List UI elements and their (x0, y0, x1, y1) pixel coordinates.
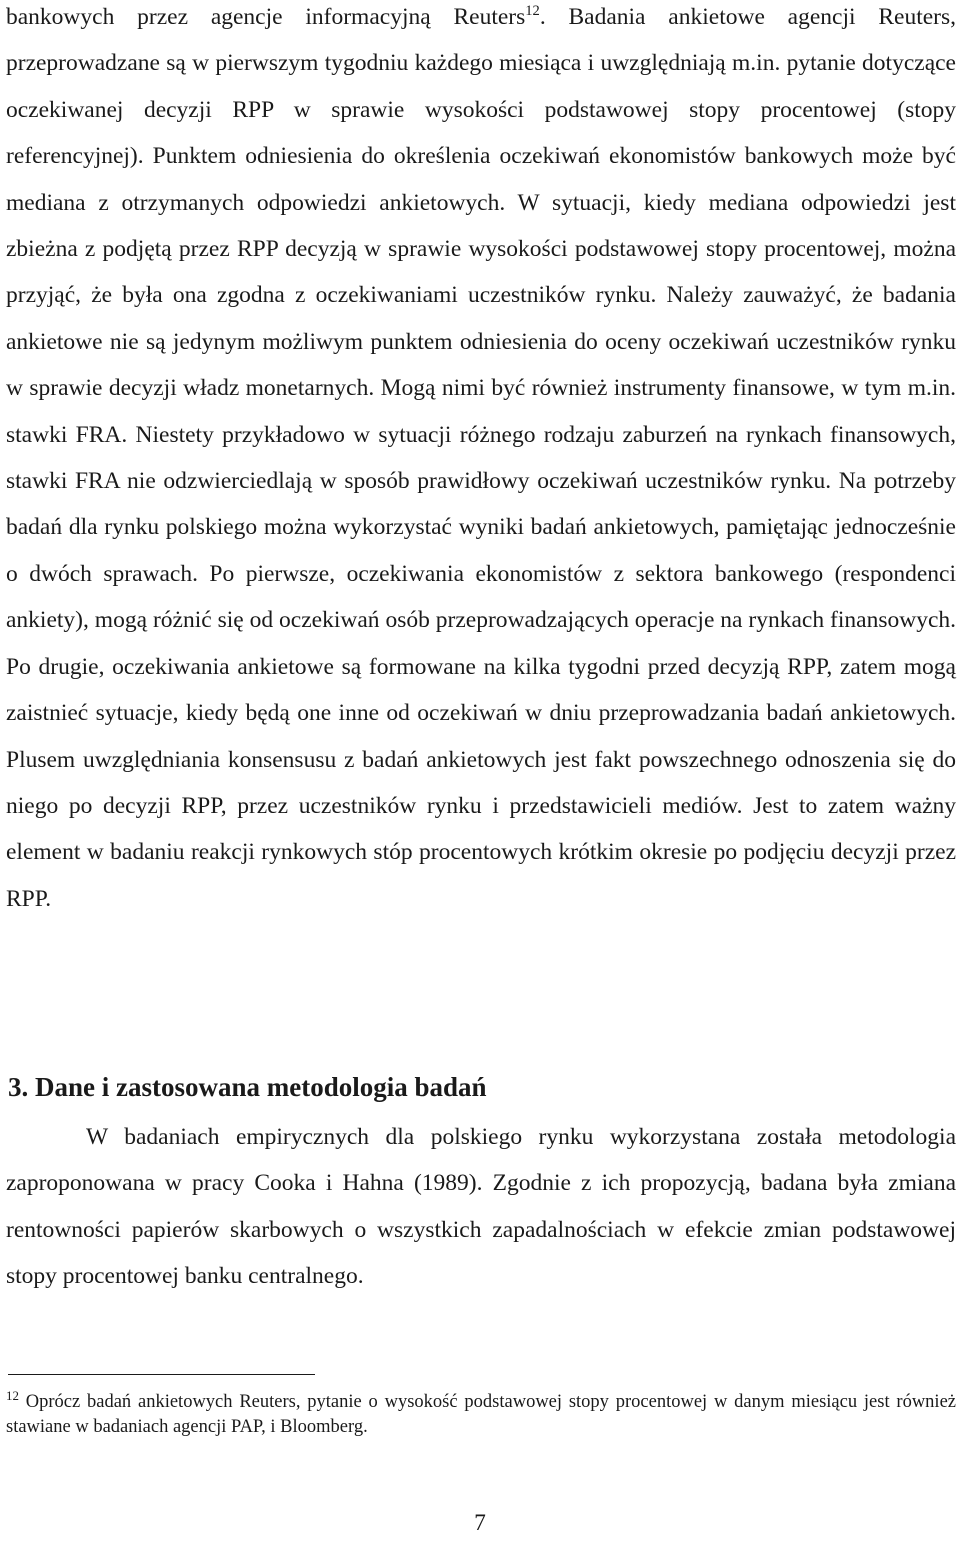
footnote (6, 1387, 956, 1440)
paragraph-text-rest: . Badania ankietowe agencji Reuters, przeprowadzane są w pierwszym tygodniu każdego miesiąca i uwzględniają m.in. pytanie dotyczące oczekiwanej decyzji RPP w sprawie wysokości podstawowej stopy procentowej (stopy referencyjnej). Punktem odniesienia do określenia oczekiwań ekonomistów bankowych może być mediana z otrzymanych odpowiedzi ankietowych. W sytuacji, kiedy mediana odpowiedzi jest zbieżna z podjętą przez RPP decyzją w sprawie wysokości podstawowej stopy procentowej, można przyjąć, że była ona zgodna z oczekiwaniami uczestników rynku. Należy zauważyć, że badania ankietowe nie są jedynym możliwym punktem odniesienia do oceny oczekiwań uczestników rynku w sprawie decyzji władz monetarnych. Mogą nimi być również instrumenty finansowe, w tym m.in. stawki FRA. Niestety przykładowo w sytuacji różnego rodzaju zaburzeń na rynkach finansowych, stawki FRA nie odzwierciedlają w sposób prawidłowy oczekiwań uczestników rynku. Na potrzeby badań dla rynku polskiego można wykorzystać wyniki badań ankietowych, pamiętając jednocześnie o dwóch sprawach. Po pierwsze, oczekiwania ekonomistów z sektora bankowego (respondenci ankiety), mogą różnić się od oczekiwań osób przeprowadzających operacje na rynkach finansowych. Po drugie, oczekiwania ankietowe są formowane na kilka tygodni przed decyzją RPP, zatem mogą zaistnieć sytuacje, kiedy będą one inne od oczekiwań w dniu przeprowadzania badań ankietowych. Plusem uwzględniania konsensusu z badań ankietowych jest fakt powszechnego odnoszenia się do niego po decyzji RPP, przez uczestników rynku i przedstawicieli mediów. Jest to zatem ważny element w badaniu reakcji rynkowych stóp procentowych krótkim okresie po podjęciu decyzji przez RPP. (6, 4, 956, 912)
body-paragraph (6, 0, 956, 922)
footnote-marker: 12 (6, 1387, 19, 1403)
paragraph-text-start: bankowych przez agencje informacyjną Reuters (6, 4, 526, 30)
body-paragraph-methodology: W badaniach empirycznych dla polskiego rynku wykorzystana została metodologia zaproponowana w pracy Cooka i Hahna (1989). Zgodnie z ich propozycją, badana była zmiana rentowności papierów skarbowych o wszystkich zapadalnościach w efekcie zmian podstawowej stopy procentowej banku centralnego. (6, 1124, 956, 1290)
footnote-divider (8, 1374, 315, 1375)
footnote-text: Oprócz badań ankietowych Reuters, pytanie o wysokość podstawowej stopy procentowej w danym miesiącu jest również stawiane w badaniach agencji PAP, i Bloomberg. (6, 1392, 956, 1437)
footnote-reference[interactable]: 12 (525, 3, 540, 20)
section-heading: 3. Dane i zastosowana metodologia badań (8, 1072, 487, 1102)
page-number: 7 (474, 1510, 486, 1536)
